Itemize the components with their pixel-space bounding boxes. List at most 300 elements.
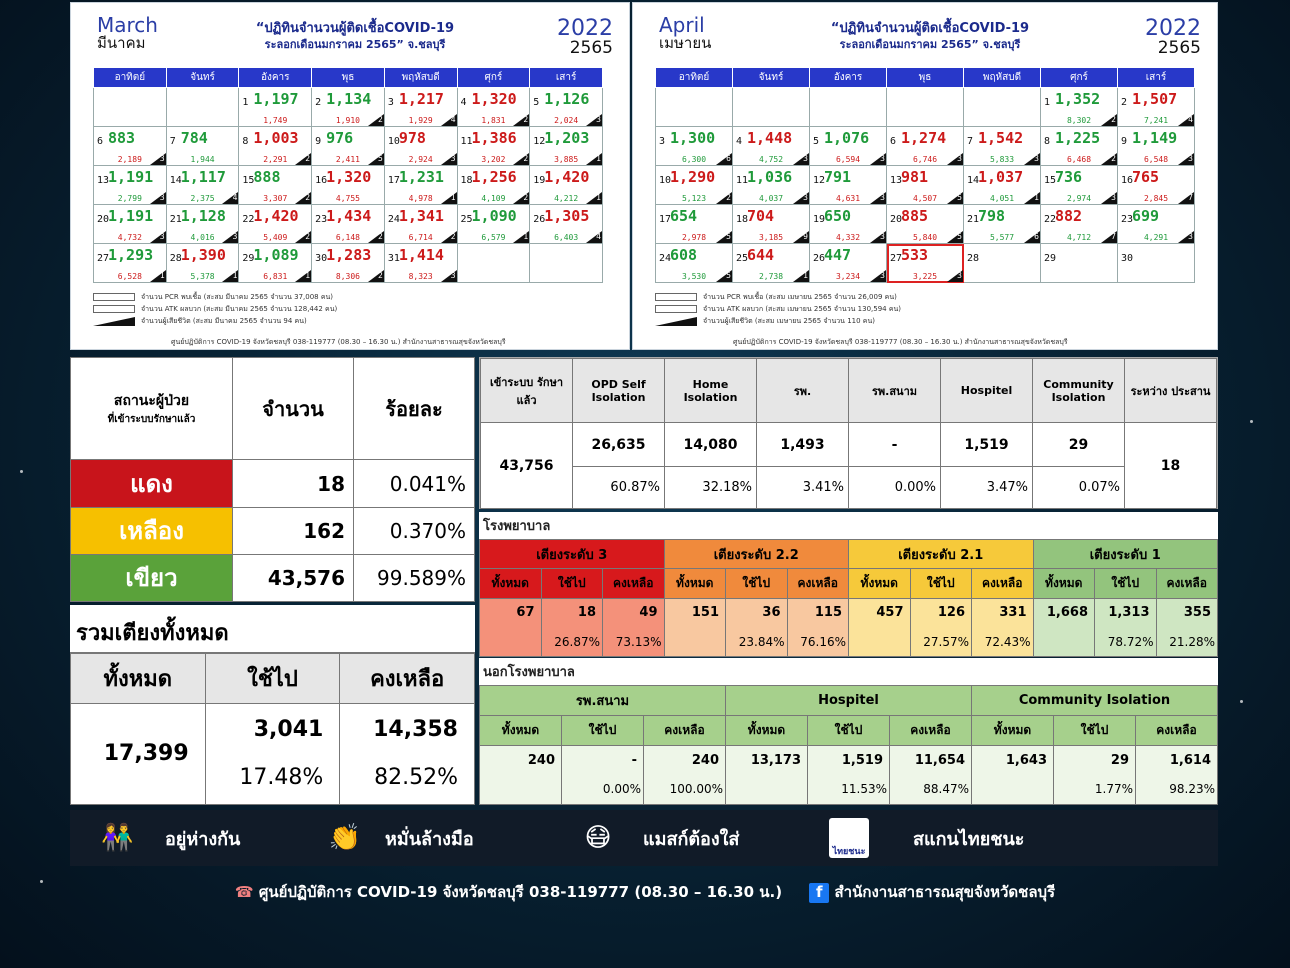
- calendar-day: [94, 205, 167, 244]
- calendar-day: [1041, 127, 1118, 166]
- deaths-marker: [513, 192, 529, 204]
- year-be: 2565: [569, 37, 613, 58]
- deaths-count: 1: [803, 271, 808, 280]
- weekday-header: พฤหัสบดี: [964, 68, 1041, 88]
- calendar-day: [312, 127, 385, 166]
- deaths-marker: [586, 114, 602, 126]
- calendar-day: [964, 166, 1041, 205]
- system-header: ระหว่าง ประสาน: [1125, 359, 1217, 423]
- atk-cases: 4,016: [190, 233, 215, 242]
- pcr-cases: 883: [108, 129, 136, 147]
- beds-total-value: 17,399: [71, 704, 206, 805]
- day-number: 2: [1121, 97, 1128, 108]
- atk-cases: 4,712: [1066, 233, 1092, 242]
- pcr-cases: 1,036: [747, 168, 793, 186]
- calendar-day: [457, 127, 530, 166]
- deaths-count: 5: [726, 271, 731, 280]
- calendar-day: [1118, 88, 1195, 127]
- deaths-count: 3: [1188, 154, 1193, 163]
- deaths-count: 4: [596, 232, 601, 241]
- weekday-header: ศุกร์: [1041, 68, 1118, 88]
- bed-value: 1,643: [972, 745, 1054, 775]
- facebook-icon[interactable]: f: [809, 883, 829, 903]
- atk-cases: 3,225: [912, 272, 938, 281]
- system-value: 14,080: [665, 423, 757, 467]
- bed-column-header: คงเหลือ: [1136, 715, 1218, 745]
- calendar-subtitle: ระลอกเดือนมกราคม 2565” จ.ชลบุรี: [264, 37, 446, 51]
- calendar-day: [887, 205, 964, 244]
- calendar-footer: ศูนย์ปฏิบัติการ COVID-19 จังหวัดชลบุรี 038-119777 (08.30 – 16.30 น.) สำนักงานสาธารณสุขจังหวัดชลบุรี: [733, 338, 1068, 346]
- weekday-header: จันทร์: [733, 68, 810, 88]
- calendar-day: [166, 205, 239, 244]
- system-value: 29: [1033, 423, 1125, 467]
- atk-cases: 2,978: [681, 233, 707, 242]
- atk-cases: 1,749: [263, 116, 288, 125]
- month-th: มีนาคม: [97, 34, 146, 52]
- day-number: 13: [97, 175, 110, 186]
- bed-column-header: ใช้ไป: [1095, 569, 1157, 598]
- atk-cases: 4,631: [835, 194, 861, 203]
- atk-cases: 5,378: [190, 272, 215, 281]
- pcr-cases: 1,274: [901, 129, 947, 147]
- bed-percent: 73.13%: [603, 627, 665, 656]
- calendar-week: [656, 88, 1195, 127]
- calendar-day: [312, 88, 385, 127]
- outside-hospital-panel: [479, 658, 1218, 804]
- bed-value: 1,313: [1095, 598, 1157, 627]
- day-number: 2: [315, 97, 322, 108]
- day-number: 21: [967, 214, 980, 225]
- calendar-day: [810, 205, 887, 244]
- calendar-day: [1118, 244, 1195, 283]
- deaths-marker: [1024, 192, 1040, 204]
- bed-column-header: ใช้ไป: [562, 715, 644, 745]
- day-number: 21: [169, 214, 182, 225]
- pcr-cases: 1,128: [180, 207, 226, 225]
- deaths-count: 1: [232, 271, 238, 280]
- total-beds-title: รวมเตียงทั้งหมด: [70, 605, 475, 653]
- pcr-cases: 1,126: [544, 90, 590, 108]
- calendar-day: [1118, 166, 1195, 205]
- calendar-day: [312, 205, 385, 244]
- bed-value: 1,519: [808, 745, 890, 775]
- weekday-header: พฤหัสบดี: [384, 68, 457, 88]
- bed-percent: [972, 775, 1054, 805]
- deaths-count: 2: [1111, 115, 1116, 124]
- deaths-count: 5: [957, 193, 962, 202]
- pcr-cases: 1,003: [253, 129, 299, 147]
- pcr-cases: 981: [901, 168, 929, 186]
- deaths-count: 6: [1034, 232, 1039, 241]
- system-header: รพ.สนาม: [849, 359, 941, 423]
- day-number: 31: [387, 253, 400, 264]
- day-number: 20: [890, 214, 903, 225]
- deaths-marker: [513, 231, 529, 243]
- bed-percent: 98.23%: [1136, 775, 1218, 805]
- calendar-week: [94, 244, 603, 283]
- deaths-marker: [1101, 192, 1117, 204]
- day-number: 16: [315, 175, 328, 186]
- weekday-header: อังคาร: [810, 68, 887, 88]
- atk-cases: 3,234: [835, 272, 861, 281]
- system-header: Hospitel: [941, 359, 1033, 423]
- calendar-day: [239, 88, 312, 127]
- calendar-day: [1041, 244, 1118, 283]
- day-number: 22: [242, 214, 255, 225]
- day-number: 22: [1044, 214, 1057, 225]
- deaths-marker: [947, 270, 963, 282]
- tip-distance: อยู่ห่างกัน: [165, 828, 241, 850]
- deaths-marker: [1101, 114, 1117, 126]
- beds-used-value: 3,041 17.48%: [205, 704, 340, 805]
- calendar-day: [810, 166, 887, 205]
- pcr-cases: 1,037: [978, 168, 1024, 186]
- bed-value: 355: [1156, 598, 1218, 627]
- legend-label: จำนวนผู้เสียชีวิต (สะสม เมษายน 2565 จำนวน 110 คน): [703, 317, 875, 325]
- system-value: 1,493: [757, 423, 849, 467]
- calendar-day: [239, 205, 312, 244]
- atk-cases: 5,409: [263, 233, 288, 242]
- atk-cases: 2,845: [1143, 194, 1169, 203]
- pcr-cases: 1,191: [108, 168, 154, 186]
- atk-cases: 6,579: [481, 233, 506, 242]
- atk-cases: 6,403: [554, 233, 579, 242]
- pcr-cases: 1,283: [326, 246, 372, 264]
- atk-cases: 2,375: [190, 194, 215, 203]
- system-value: -: [849, 423, 941, 467]
- day-number: 5: [533, 97, 540, 108]
- day-number: 17: [387, 175, 400, 186]
- deaths-marker: [870, 270, 886, 282]
- day-number: 27: [890, 253, 903, 264]
- beds-col-used: ใช้ไป: [205, 654, 340, 704]
- day-number: 25: [460, 214, 473, 225]
- atk-cases: 4,109: [481, 194, 506, 203]
- calendar-day: [530, 205, 603, 244]
- deaths-marker: [716, 192, 732, 204]
- pcr-cases: 533: [901, 246, 929, 264]
- bed-value: 29: [1054, 745, 1136, 775]
- bed-percent: 76.16%: [787, 627, 849, 656]
- year-ad: 2022: [557, 16, 613, 41]
- legend-swatch: [655, 305, 697, 313]
- year-ad: 2022: [1145, 16, 1201, 41]
- calendar-week: [94, 205, 603, 244]
- day-number: 17: [659, 214, 672, 225]
- atk-cases: 7,241: [1143, 116, 1169, 125]
- deaths-marker: [1101, 153, 1117, 165]
- bed-value: 36: [726, 598, 788, 627]
- atk-cases: 3,202: [481, 155, 506, 164]
- deaths-marker: [295, 153, 311, 165]
- pcr-cases: 654: [670, 207, 698, 225]
- deaths-count: 2: [305, 193, 311, 202]
- calendar-footer: ศูนย์ปฏิบัติการ COVID-19 จังหวัดชลบุรี 038-119777 (08.30 – 16.30 น.) สำนักงานสาธารณสุขจังหวัดชลบุรี: [171, 338, 506, 346]
- facebook-page-link[interactable]: สำนักงานสาธารณสุขจังหวัดชลบุรี: [834, 883, 1056, 901]
- day-number: 18: [460, 175, 473, 186]
- status-count: 162: [233, 507, 354, 554]
- hospital-beds-panel: [479, 512, 1218, 656]
- legend-label: จำนวน PCR พบเชื้อ (สะสม เมษายน 2565 จำนวน 26,009 คน): [703, 293, 897, 301]
- deaths-count: 2: [523, 154, 529, 163]
- calendar-day: [733, 127, 810, 166]
- calendar-day: [384, 166, 457, 205]
- bed-value: 18: [541, 598, 603, 627]
- weekday-header: อังคาร: [239, 68, 312, 88]
- day-number: 23: [315, 214, 328, 225]
- calendar-day: [887, 244, 964, 283]
- pcr-cases: 1,290: [670, 168, 716, 186]
- pcr-cases: 608: [670, 246, 698, 264]
- calendar-title: “ปฏิทินจำนวนผู้ติดเชื้อCOVID-19: [830, 21, 1030, 36]
- calendar-legend: [655, 291, 901, 327]
- deaths-count: 1: [596, 154, 601, 163]
- day-number: 7: [967, 136, 974, 147]
- bed-value: -: [562, 745, 644, 775]
- day-number: 12: [813, 175, 826, 186]
- system-percent: 3.47%: [941, 467, 1033, 509]
- bed-percent: 26.87%: [541, 627, 603, 656]
- pcr-cases: 650: [824, 207, 852, 225]
- atk-cases: 6,831: [263, 272, 288, 281]
- deaths-marker: [441, 114, 457, 126]
- calendar-day: [457, 166, 530, 205]
- calendar-day: [887, 127, 964, 166]
- bed-column-header: คงเหลือ: [644, 715, 726, 745]
- year-be: 2565: [1157, 37, 1201, 58]
- deaths-marker: [295, 192, 311, 204]
- deaths-count: 9: [803, 232, 808, 241]
- day-number: 6: [890, 136, 897, 147]
- day-number: 7: [169, 136, 176, 147]
- star: [1240, 700, 1243, 703]
- deaths-count: 4: [450, 115, 456, 124]
- bed-value: 1,614: [1136, 745, 1218, 775]
- pcr-cases: 1,117: [180, 168, 226, 186]
- handwash-icon: 👏: [328, 823, 362, 853]
- atk-cases: 2,738: [758, 272, 784, 281]
- day-number: 1: [242, 97, 249, 108]
- status-count: 43,576: [233, 554, 354, 601]
- bed-column-header: ทั้งหมด: [972, 715, 1054, 745]
- day-number: 18: [736, 214, 749, 225]
- bed-percent: 100.00%: [644, 775, 726, 805]
- thaichana-logo: ไทยชนะ: [829, 818, 869, 858]
- system-percent: 3.41%: [757, 467, 849, 509]
- deaths-marker: [222, 192, 238, 204]
- deaths-count: 3: [880, 271, 885, 280]
- calendar-day: [94, 244, 167, 283]
- pcr-cases: 1,414: [398, 246, 444, 264]
- legend-label: จำนวนผู้เสียชีวิต (สะสม มีนาคม 2565 จำนวน 94 คน): [141, 317, 307, 325]
- deaths-marker: [295, 231, 311, 243]
- bed-column-header: คงเหลือ: [1156, 569, 1218, 598]
- calendar-day: [964, 127, 1041, 166]
- system-header: Home Isolation: [665, 359, 757, 423]
- atk-cases: 6,548: [1143, 155, 1169, 164]
- system-header: Community Isolation: [1033, 359, 1125, 423]
- system-value: 1,519: [941, 423, 1033, 467]
- pcr-cases: 1,149: [1132, 129, 1178, 147]
- deaths-count: 2: [523, 115, 529, 124]
- weekday-header: เสาร์: [1118, 68, 1195, 88]
- day-number: 8: [1044, 136, 1051, 147]
- day-number: 25: [736, 253, 749, 264]
- pcr-cases: 1,352: [1055, 90, 1101, 108]
- atk-cases: 4,507: [912, 194, 938, 203]
- calendar-day: [384, 244, 457, 283]
- calendar-day: [384, 127, 457, 166]
- deaths-marker: [368, 231, 384, 243]
- bed-group-header: เตียงระดับ 3: [480, 540, 665, 569]
- day-number: 3: [659, 136, 666, 147]
- atk-cases: 2,799: [117, 194, 142, 203]
- deaths-marker: [716, 231, 732, 243]
- atk-cases: 3,885: [554, 155, 579, 164]
- legend-item: [93, 315, 337, 327]
- pcr-cases: 1,231: [398, 168, 444, 186]
- deaths-count: 3: [1034, 154, 1039, 163]
- deaths-count: 3: [450, 271, 456, 280]
- bed-value: 240: [644, 745, 726, 775]
- calendar-day: [733, 88, 810, 127]
- deaths-count: 3: [957, 154, 962, 163]
- deaths-count: 3: [880, 154, 885, 163]
- day-number: 15: [1044, 175, 1057, 186]
- day-number: 4: [460, 97, 467, 108]
- deaths-marker: [870, 153, 886, 165]
- deaths-count: 3: [957, 271, 962, 280]
- day-number: 28: [967, 253, 980, 264]
- atk-cases: 6,528: [117, 272, 142, 281]
- day-number: 20: [97, 214, 110, 225]
- deaths-marker: [441, 231, 457, 243]
- deaths-marker: [150, 192, 166, 204]
- atk-cases: 6,746: [912, 155, 938, 164]
- pcr-cases: 1,448: [747, 129, 793, 147]
- atk-cases: 6,300: [681, 155, 707, 164]
- pcr-cases: 644: [747, 246, 775, 264]
- bed-group-header: เตียงระดับ 1: [1033, 540, 1218, 569]
- deaths-marker: [947, 192, 963, 204]
- deaths-count: 6: [726, 154, 731, 163]
- month-th: เมษายน: [659, 34, 712, 52]
- legend-item: [655, 303, 901, 315]
- bed-percent: [480, 627, 542, 656]
- system-header: OPD Self Isolation: [573, 359, 665, 423]
- calendar-day: [94, 88, 167, 127]
- bed-value: 151: [664, 598, 726, 627]
- deaths-count: 3: [880, 193, 885, 202]
- deaths-count: 3: [159, 232, 165, 241]
- legend-label: จำนวน ATK ผลบวก (สะสม เมษายน 2565 จำนวน 130,594 คน): [703, 305, 902, 313]
- calendar-day: [887, 88, 964, 127]
- deaths-count: 3: [1111, 193, 1116, 202]
- pcr-cases: 1,197: [253, 90, 299, 108]
- deaths-count: 2: [726, 193, 731, 202]
- pcr-cases: 1,320: [326, 168, 372, 186]
- calendar-day: [964, 205, 1041, 244]
- bed-percent: 72.43%: [972, 627, 1034, 656]
- tip-handwash: หมั่นล้างมือ: [385, 828, 474, 850]
- weekday-header: ศุกร์: [457, 68, 530, 88]
- deaths-marker: [295, 270, 311, 282]
- pcr-cases: 1,386: [471, 129, 517, 147]
- calendar-day: [1041, 205, 1118, 244]
- deaths-marker: [441, 192, 457, 204]
- bed-value: 240: [480, 745, 562, 775]
- deaths-marker: [1101, 231, 1117, 243]
- bed-value: 115: [787, 598, 849, 627]
- pcr-cases: 1,434: [326, 207, 372, 225]
- day-number: 1: [1044, 97, 1051, 108]
- deaths-count: 2: [523, 193, 529, 202]
- atk-cases: 4,978: [408, 194, 433, 203]
- deaths-marker: [368, 270, 384, 282]
- deaths-count: 2: [377, 115, 383, 124]
- calendar-day: [166, 88, 239, 127]
- deaths-count: 4: [1188, 115, 1193, 124]
- bed-percent: 21.28%: [1156, 627, 1218, 656]
- pcr-cases: 1,217: [398, 90, 444, 108]
- deaths-count: 3: [232, 232, 238, 241]
- pcr-cases: 447: [824, 246, 852, 264]
- calendar-day: [312, 166, 385, 205]
- day-number: 10: [387, 136, 400, 147]
- day-number: 9: [315, 136, 322, 147]
- pcr-cases: 765: [1132, 168, 1160, 186]
- deaths-marker: [1178, 153, 1194, 165]
- pcr-cases: 888: [253, 168, 281, 186]
- tip-scan: สแกนไทยชนะ: [913, 828, 1025, 850]
- weekday-header: พุธ: [887, 68, 964, 88]
- system-header: เข้าระบบ รักษาแล้ว: [481, 359, 573, 423]
- day-number: 10: [659, 175, 672, 186]
- calendar-day: [733, 166, 810, 205]
- deaths-marker: [1178, 192, 1194, 204]
- calendar-subtitle: ระลอกเดือนมกราคม 2565” จ.ชลบุรี: [839, 37, 1021, 51]
- deaths-count: 2: [450, 232, 456, 241]
- deaths-count: 3: [450, 154, 456, 163]
- bed-percent: [849, 627, 911, 656]
- deaths-marker: [1024, 153, 1040, 165]
- day-number: 15: [242, 175, 255, 186]
- calendar-day: [457, 244, 530, 283]
- deaths-count: 2: [305, 154, 311, 163]
- legend-swatch: [93, 293, 135, 301]
- calendar-day: [964, 88, 1041, 127]
- deaths-count: 2: [305, 232, 311, 241]
- deaths-count: 3: [880, 232, 885, 241]
- bed-group-header: Community Isolation: [972, 686, 1218, 716]
- deaths-count: 5: [377, 154, 383, 163]
- atk-cases: 1,944: [190, 155, 215, 164]
- system-value: 26,635: [573, 423, 665, 467]
- pcr-cases: 1,134: [326, 90, 372, 108]
- calendar-title: “ปฏิทินจำนวนผู้ติดเชื้อCOVID-19: [255, 21, 455, 36]
- calendar-day: [964, 244, 1041, 283]
- pcr-cases: 1,320: [471, 90, 517, 108]
- day-number: 19: [813, 214, 826, 225]
- bed-column-header: คงเหลือ: [972, 569, 1034, 598]
- calendar-day: [457, 205, 530, 244]
- deaths-marker: [793, 153, 809, 165]
- deaths-marker: [222, 270, 238, 282]
- atk-cases: 3,307: [263, 194, 288, 203]
- deaths-marker: [368, 114, 384, 126]
- month-en: March: [97, 13, 158, 37]
- pcr-cases: 882: [1055, 207, 1083, 225]
